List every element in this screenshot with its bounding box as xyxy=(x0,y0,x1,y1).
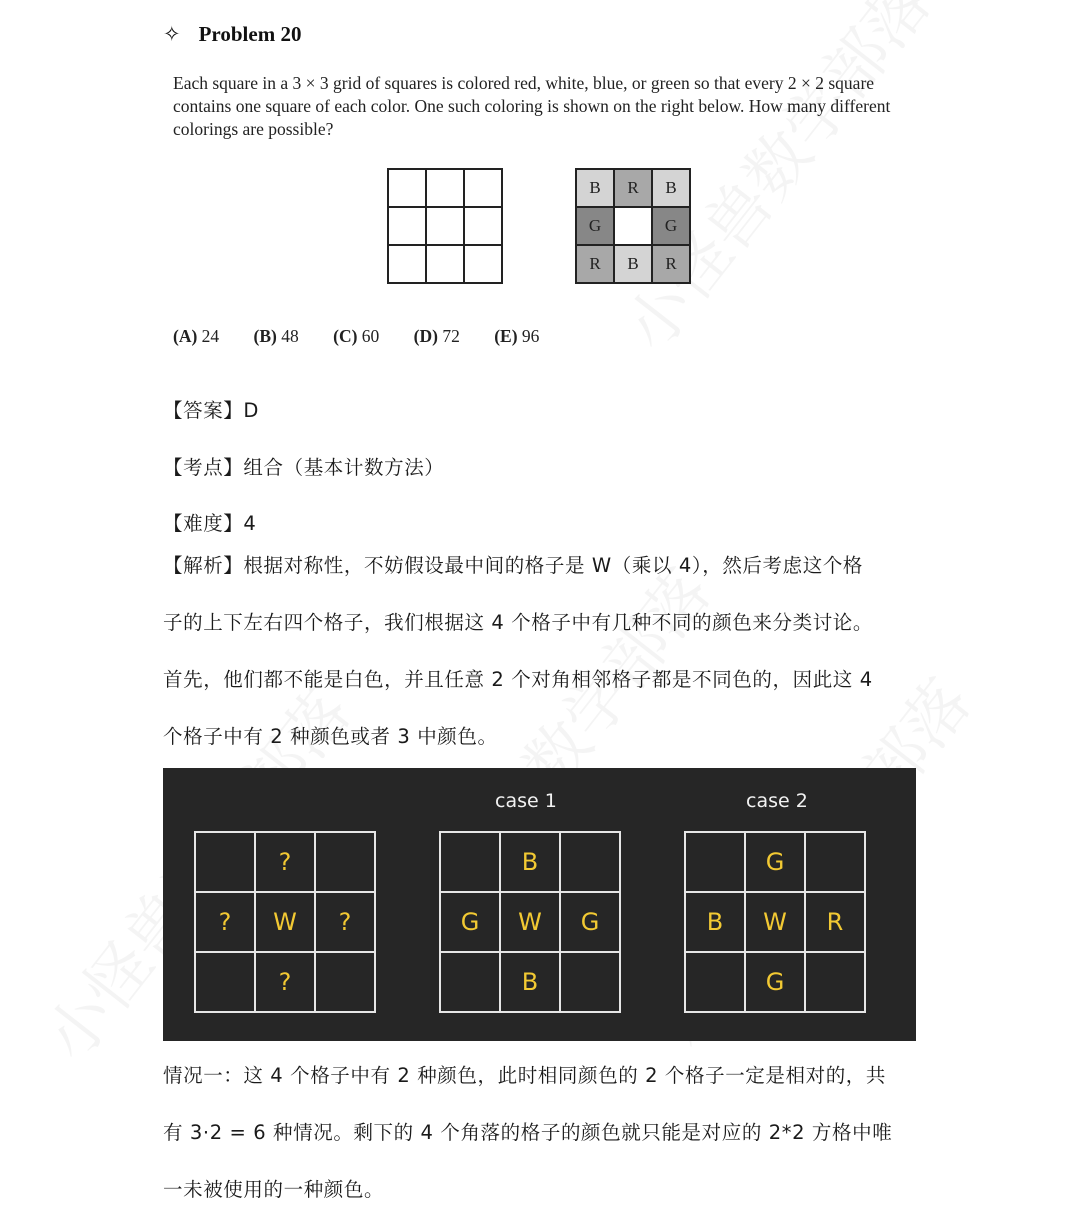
case-1-line: 有 3·2 = 6 种情况。剩下的 4 个角落的格子的颜色就只能是对应的 2*2 方格中唯 xyxy=(163,1121,893,1144)
choice-d: (D) 72 xyxy=(413,326,460,346)
grid-cell: R xyxy=(805,892,865,952)
grid-cell: R xyxy=(652,245,690,283)
grid-cell xyxy=(614,207,652,245)
grid-cell xyxy=(685,832,745,892)
grid-cell: ? xyxy=(255,832,315,892)
grid-cell xyxy=(388,245,426,283)
grid-cell: G xyxy=(576,207,614,245)
topic-line: 【考点】组合（基本计数方法） xyxy=(163,456,445,479)
grid-cell: W xyxy=(500,892,560,952)
analysis-line: 首先，他们都不能是白色，并且任意 2 个对角相邻格子都是不同色的，因此这 4 xyxy=(163,668,873,691)
grid-cell xyxy=(388,207,426,245)
grid-cell: G xyxy=(745,952,805,1012)
grid-cell: G xyxy=(440,892,500,952)
grid-cell xyxy=(464,245,502,283)
grid-cell: G xyxy=(652,207,690,245)
grid-cell: B xyxy=(652,169,690,207)
grid-cell xyxy=(560,952,620,1012)
case-1-line: 情况一：这 4 个格子中有 2 种颜色，此时相同颜色的 2 个格子一定是相对的，共 xyxy=(163,1064,887,1087)
problem-heading xyxy=(163,22,301,47)
grid-cell: B xyxy=(500,832,560,892)
grid-cell xyxy=(805,952,865,1012)
grid-cell xyxy=(195,832,255,892)
grid-cell xyxy=(426,245,464,283)
grid-cell xyxy=(464,207,502,245)
grid-cell: B xyxy=(576,169,614,207)
grid-cell xyxy=(426,207,464,245)
analysis-line: 子的上下左右四个格子，我们根据这 4 个格子中有几种不同的颜色来分类讨论。 xyxy=(163,611,874,634)
grid-cell xyxy=(315,832,375,892)
case-1-title: case 1 xyxy=(495,790,557,812)
grid-cell xyxy=(195,952,255,1012)
grid-cell xyxy=(464,169,502,207)
sparkle-icon: ✧ xyxy=(163,22,181,46)
grid-cell: R xyxy=(576,245,614,283)
answer-choices xyxy=(173,326,569,347)
grid-cell xyxy=(315,952,375,1012)
grid-cell: ? xyxy=(195,892,255,952)
problem-title: Problem 20 xyxy=(198,22,302,46)
grid-cell xyxy=(560,832,620,892)
choice-a: (A) 24 xyxy=(173,326,220,346)
problem-statement: Each square in a 3 × 3 grid of squares is colored red, white, blue, or green so that every 2 × 2 square contains one square of each color. One such coloring is shown on the right below. How many different colorings are possible? xyxy=(173,73,891,139)
case-1-line: 一未被使用的一种颜色。 xyxy=(163,1178,385,1201)
grid-cell: W xyxy=(745,892,805,952)
grid-cell xyxy=(388,169,426,207)
choice-b: (B) 48 xyxy=(253,326,299,346)
unknown-neighbors-grid xyxy=(194,831,376,1013)
case-2-grid xyxy=(684,831,866,1013)
case-2-title: case 2 xyxy=(746,790,808,812)
case-illustration-panel xyxy=(163,768,916,1041)
grid-cell xyxy=(440,832,500,892)
grid-cell xyxy=(440,952,500,1012)
grid-cell: ? xyxy=(315,892,375,952)
grid-cell: B xyxy=(500,952,560,1012)
choice-e: (E) 96 xyxy=(494,326,540,346)
example-coloring-grid xyxy=(575,168,691,284)
grid-cell: G xyxy=(745,832,805,892)
grid-cell: ? xyxy=(255,952,315,1012)
grid-cell: B xyxy=(614,245,652,283)
choice-c: (C) 60 xyxy=(333,326,380,346)
answer-line: 【答案】D xyxy=(163,399,260,422)
grid-cell: B xyxy=(685,892,745,952)
grid-cell: R xyxy=(614,169,652,207)
grid-cell: G xyxy=(560,892,620,952)
case-1-grid xyxy=(439,831,621,1013)
difficulty-line: 【难度】4 xyxy=(163,512,257,535)
grid-cell xyxy=(685,952,745,1012)
grid-cell xyxy=(426,169,464,207)
grid-cell xyxy=(805,832,865,892)
grid-cell: W xyxy=(255,892,315,952)
analysis-line: 【解析】根据对称性，不妨假设最中间的格子是 W（乘以 4），然后考虑这个格 xyxy=(163,554,864,577)
empty-grid-figure xyxy=(387,168,503,284)
analysis-line: 个格子中有 2 种颜色或者 3 中颜色。 xyxy=(163,725,498,748)
